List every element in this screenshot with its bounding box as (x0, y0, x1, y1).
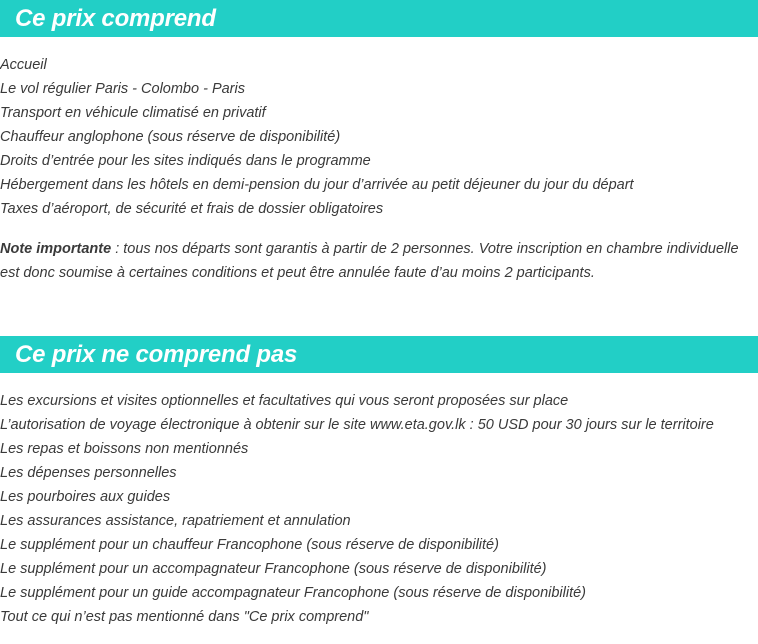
included-section-title: Ce prix comprend (15, 4, 216, 32)
excluded-section-header (0, 336, 758, 373)
excluded-item: Tout ce qui n’est pas mentionné dans "Ce prix comprend" (0, 609, 369, 625)
included-item: Hébergement dans les hôtels en demi-pension du jour d’arrivée au petit déjeuner du jour du départ (0, 177, 634, 193)
included-list (0, 53, 758, 221)
included-item: Accueil (0, 57, 47, 73)
excluded-item: Les pourboires aux guides (0, 489, 171, 505)
excluded-item: Les dépenses personnelles (0, 465, 177, 481)
excluded-item: Les excursions et visites optionnelles et facultatives qui vous seront proposées sur place (0, 393, 569, 409)
excluded-item: Le supplément pour un guide accompagnateur Francophone (sous réserve de disponibilité) (0, 585, 587, 601)
excluded-item: Les assurances assistance, rapatriement et annulation (0, 513, 351, 529)
excluded-section-title: Ce prix ne comprend pas (15, 340, 298, 368)
included-item: Transport en véhicule climatisé en privatif (0, 105, 266, 121)
excluded-item: Les repas et boissons non mentionnés (0, 441, 249, 457)
excluded-item: L’autorisation de voyage électronique à obtenir sur le site www.eta.gov.lk : 50 USD pour 30 jours sur le territoire (0, 417, 714, 433)
included-item: Le vol régulier Paris - Colombo - Paris (0, 81, 245, 97)
included-item: Droits d’entrée pour les sites indiqués dans le programme (0, 153, 371, 169)
included-item: Chauffeur anglophone (sous réserve de disponibilité) (0, 129, 341, 145)
excluded-list (0, 389, 758, 629)
included-item: Taxes d’aéroport, de sécurité et frais de dossier obligatoires (0, 201, 384, 217)
excluded-item: Le supplément pour un accompagnateur Francophone (sous réserve de disponibilité) (0, 561, 547, 577)
important-note-text: : tous nos départs sont garantis à partir de 2 personnes. Votre inscription en chambre individuelle est donc soumise à certaines conditions et peut être annulée faute d’au moins 2 participants. (0, 241, 739, 281)
included-section-header (0, 0, 758, 37)
important-note-label: Note importante (0, 241, 112, 257)
important-note (0, 237, 758, 285)
excluded-item: Le supplément pour un chauffeur Francophone (sous réserve de disponibilité) (0, 537, 499, 553)
